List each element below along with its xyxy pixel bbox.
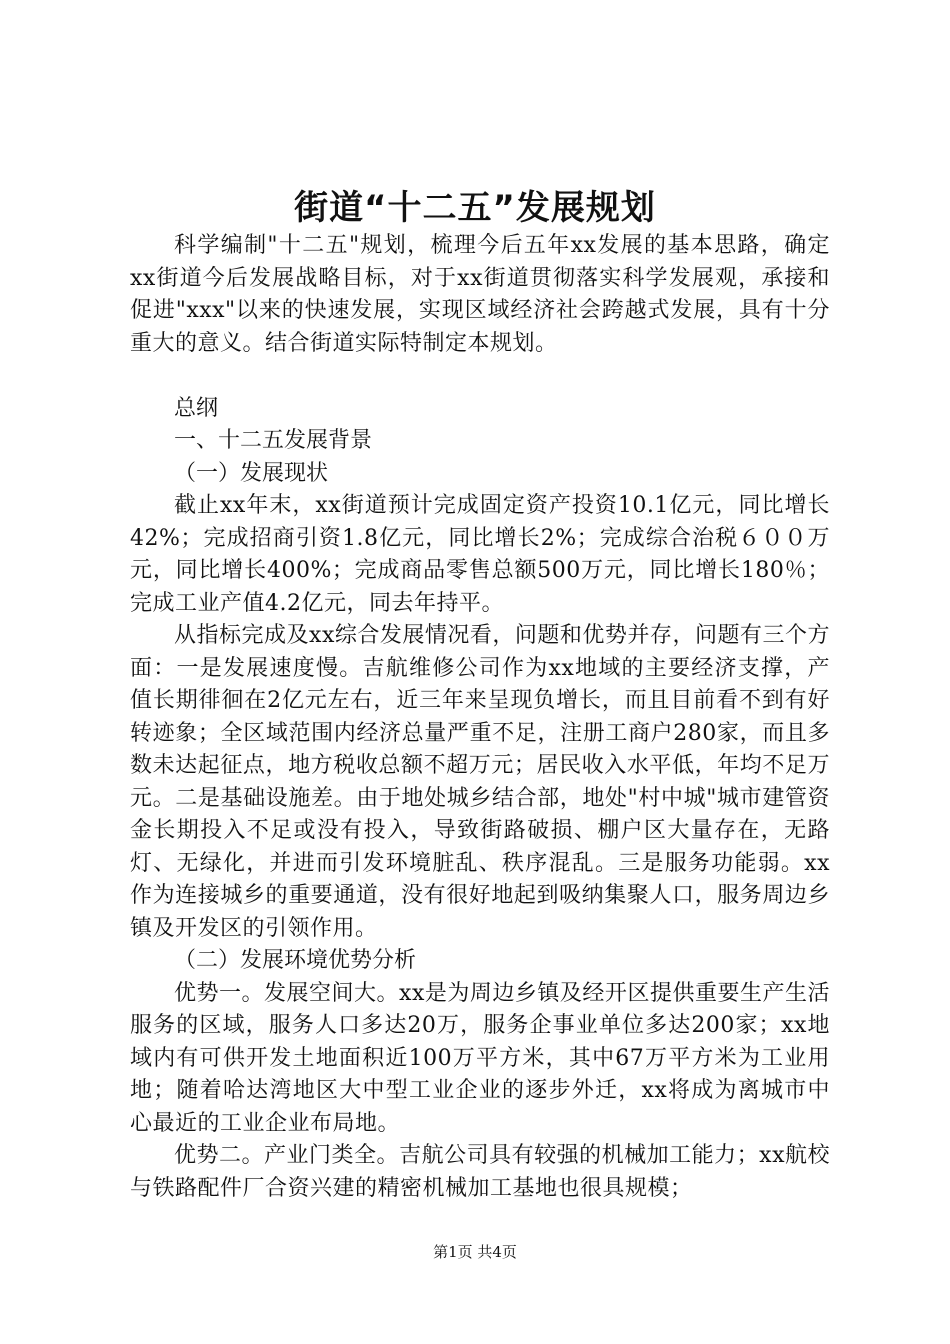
- intro-paragraph: 科学编制"十二五"规划，梳理今后五年xx发展的基本思路，确定xx街道今后发展战略目标，对于xx街道贯彻落实科学发展观，承接和促进"xxx"以来的快速发展，实现区域经济社会跨越式发展，具有十分重大的意义。结合街道实际特制定本规划。: [130, 233, 830, 356]
- document-body: [130, 230, 830, 1205]
- status-paragraph: 截止xx年末，xx街道预计完成固定资产投资10.1亿元，同比增长42%；完成招商引资1.8亿元，同比增长2%；完成综合治税６００万元，同比增长400%；完成商品零售总额500万元，同比增长180％；完成工业产值4.2亿元，同去年持平。: [130, 493, 830, 616]
- page-number-footer: 第1页 共4页: [433, 1243, 517, 1261]
- section-1-heading: 一、十二五发展背景: [174, 428, 373, 453]
- advantage-2-paragraph: 优势二。产业门类全。吉航公司具有较强的机械加工能力；xx航校与铁路配件厂合资兴建的精密机械加工基地也很具规模；: [130, 1143, 830, 1201]
- problems-paragraph: 从指标完成及xx综合发展情况看，问题和优势并存，问题有三个方面：一是发展速度慢。吉航维修公司作为xx地域的主要经济支撑，产值长期徘徊在2亿元左右，近三年来呈现负增长，而且目前看不到有好转迹象；全区域范围内经济总量严重不足，注册工商户280家，而且多数未达起征点，地方税收总额不超万元；居民收入水平低，年均不足万元。二是基础设施差。由于地处城乡结合部，地处"村中城"城市建管资金长期投入不足或没有投入，导致街路破损、棚户区大量存在，无路灯、无绿化，并进而引发环境脏乱、秩序混乱。三是服务功能弱。xx作为连接城乡的重要通道，没有很好地起到吸纳集聚人口，服务周边乡镇及开发区的引领作用。: [130, 623, 830, 941]
- subsection-1-heading: （一）发展现状: [174, 460, 329, 486]
- document-title: 街道“十二五”发展规划: [294, 188, 656, 228]
- section-general-heading: 总纲: [174, 395, 219, 421]
- blank-line: [130, 360, 830, 393]
- advantage-1-paragraph: 优势一。发展空间大。xx是为周边乡镇及经开区提供重要生产生活服务的区域，服务人口多达20万，服务企事业单位多达200家；xx地域内有可供开发土地面积近100万平方米，其中67万平方米为工业用地；随着哈达湾地区大中型工业企业的逐步外迁，xx将成为离城市中心最近的工业企业布局地。: [130, 980, 830, 1136]
- subsection-2-heading: （二）发展环境优势分析: [174, 948, 417, 973]
